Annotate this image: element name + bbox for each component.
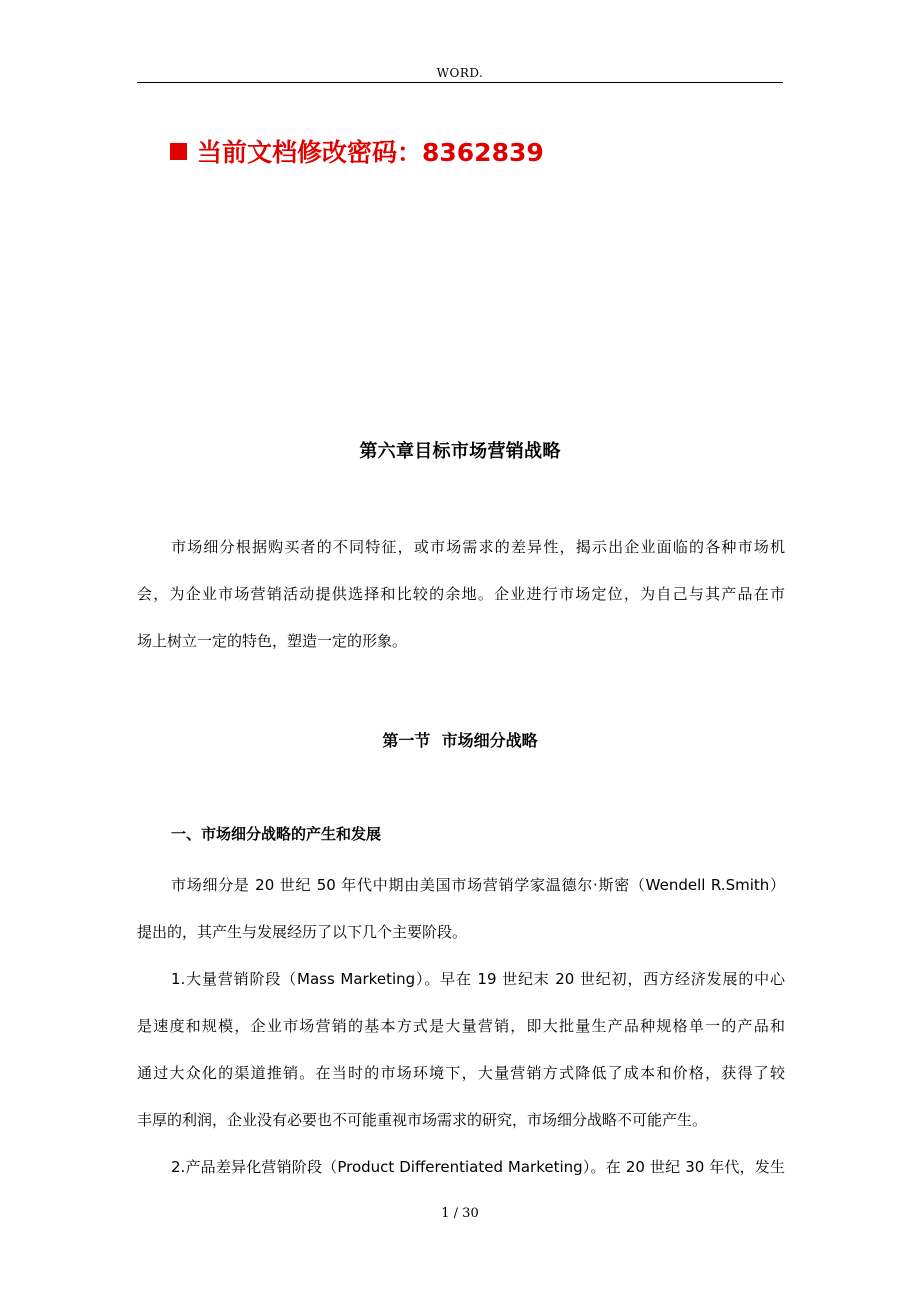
red-square-bullet-icon <box>170 143 187 160</box>
header-divider <box>137 82 783 83</box>
page-header: WORD. <box>436 66 484 80</box>
paragraph-line: 2.产品差异化营销阶段（Product Differentiated Marketing）。在 20 世纪 30 年代，发生 <box>171 1158 785 1176</box>
intro-line: 会，为企业市场营销活动提供选择和比较的余地。企业进行市场定位，为自己与其产品在市 <box>137 585 785 603</box>
intro-paragraph <box>137 524 785 665</box>
paragraph-mass-marketing <box>137 956 785 1144</box>
intro-line: 场上树立一定的特色，塑造一定的形象。 <box>137 632 408 650</box>
intro-line: 市场细分根据购买者的不同特征，或市场需求的差异性，揭示出企业面临的各种市场机 <box>171 538 785 556</box>
chapter-title: 第六章目标市场营销战略 <box>359 441 561 462</box>
subsection-title: 一、市场细分战略的产生和发展 <box>171 825 382 843</box>
section-title: 第一节 市场细分战略 <box>382 731 538 750</box>
paragraph-line: 市场细分是 20 世纪 50 年代中期由美国市场营销学家温德尔·斯密（Wendell R.Smith） <box>171 876 785 894</box>
paragraph-line: 通过大众化的渠道推销。在当时的市场环境下，大量营销方式降低了成本和价格，获得了较 <box>137 1064 785 1082</box>
paragraph-line: 丰厚的利润，企业没有必要也不可能重视市场需求的研究，市场细分战略不可能产生。 <box>137 1111 708 1129</box>
password-notice-text: 当前文档修改密码：8362839 <box>197 138 544 167</box>
page-number: 1 / 30 <box>441 1206 479 1221</box>
paragraph-line: 是速度和规模，企业市场营销的基本方式是大量营销，即大批量生产品种规格单一的产品和 <box>137 1017 785 1035</box>
paragraph-line: 1.大量营销阶段（Mass Marketing）。早在 19 世纪末 20 世纪初，西方经济发展的中心 <box>171 970 785 988</box>
paragraph-line: 提出的，其产生与发展经历了以下几个主要阶段。 <box>137 923 468 941</box>
paragraph-origin <box>137 862 785 956</box>
paragraph-product-differentiated <box>137 1144 785 1191</box>
password-notice <box>170 131 544 171</box>
